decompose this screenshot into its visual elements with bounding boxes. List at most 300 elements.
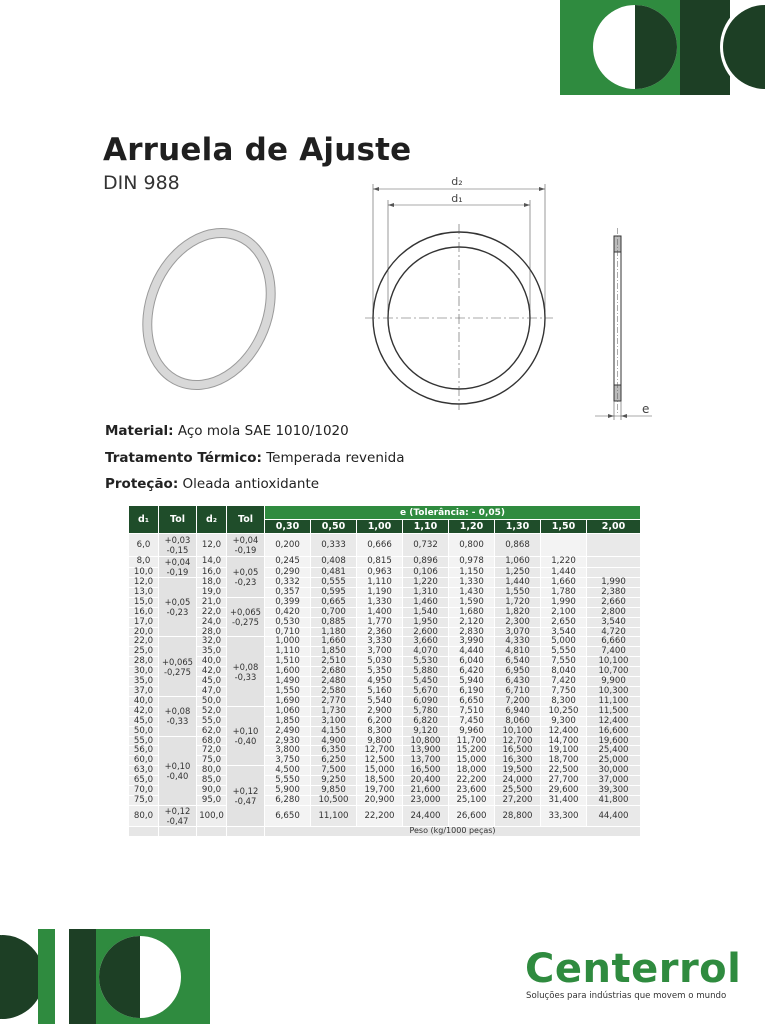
table-row bbox=[129, 627, 641, 637]
cell-weight: 44,400 bbox=[587, 805, 641, 826]
cell-weight: 7,420 bbox=[541, 677, 587, 687]
cell-weight: 3,660 bbox=[403, 637, 449, 647]
cell-d2: 62,0 bbox=[197, 726, 227, 736]
page-subtitle: DIN 988 bbox=[103, 172, 180, 194]
cell-weight: 6,200 bbox=[357, 716, 403, 726]
cell-d2: 45,0 bbox=[197, 677, 227, 687]
header-e-group: e (Tolerância: - 0,05) bbox=[265, 506, 641, 520]
cell-weight: 6,820 bbox=[403, 716, 449, 726]
cell-weight: 1,110 bbox=[357, 578, 403, 588]
cell-weight: 7,400 bbox=[587, 647, 641, 657]
header-e-col: 1,50 bbox=[541, 520, 587, 534]
cell-weight: 20,400 bbox=[403, 776, 449, 786]
cell-d2: 95,0 bbox=[197, 795, 227, 805]
cell-weight: 9,300 bbox=[541, 716, 587, 726]
cell-weight: 1,660 bbox=[311, 637, 357, 647]
cell-weight bbox=[587, 557, 641, 568]
cell-weight: 31,400 bbox=[541, 795, 587, 805]
cell-tol1: +0,12 -0,47 bbox=[159, 805, 197, 826]
cell-weight: 1,990 bbox=[587, 578, 641, 588]
table-row bbox=[129, 746, 641, 756]
cell-weight: 9,800 bbox=[357, 736, 403, 746]
cell-weight: 0,357 bbox=[265, 587, 311, 597]
cell-weight: 3,330 bbox=[357, 637, 403, 647]
cell-weight: 4,330 bbox=[495, 637, 541, 647]
cell-weight: 1,850 bbox=[311, 647, 357, 657]
cell-weight: 11,100 bbox=[587, 696, 641, 706]
cell-weight: 1,060 bbox=[495, 557, 541, 568]
header-e-col: 0,50 bbox=[311, 520, 357, 534]
cell-weight: 1,490 bbox=[265, 677, 311, 687]
cell-weight: 4,950 bbox=[357, 677, 403, 687]
cell-d2: 68,0 bbox=[197, 736, 227, 746]
cell-weight: 1,850 bbox=[265, 716, 311, 726]
cell-weight: 3,100 bbox=[311, 716, 357, 726]
cell-weight bbox=[587, 567, 641, 578]
cell-weight: 28,800 bbox=[495, 805, 541, 826]
cell-weight: 0,333 bbox=[311, 534, 357, 557]
table-row bbox=[129, 657, 641, 667]
cell-d2: 12,0 bbox=[197, 534, 227, 557]
cell-weight: 10,300 bbox=[587, 686, 641, 696]
cell-weight: 4,150 bbox=[311, 726, 357, 736]
cell-weight: 1,990 bbox=[541, 597, 587, 607]
cell-d2: 40,0 bbox=[197, 657, 227, 667]
cell-weight: 1,400 bbox=[357, 607, 403, 617]
spec-protection-label: Proteção: bbox=[105, 476, 179, 492]
cell-weight: 0,700 bbox=[311, 607, 357, 617]
cell-weight: 15,000 bbox=[449, 756, 495, 766]
cell-d1: 37,0 bbox=[129, 686, 159, 696]
cell-weight: 23,600 bbox=[449, 786, 495, 796]
cell-d2: 85,0 bbox=[197, 776, 227, 786]
cell-weight: 2,930 bbox=[265, 736, 311, 746]
table-row bbox=[129, 597, 641, 607]
cell-d2: 80,0 bbox=[197, 766, 227, 776]
cell-weight: 0,665 bbox=[311, 597, 357, 607]
table-row bbox=[129, 578, 641, 588]
cell-weight: 14,700 bbox=[541, 736, 587, 746]
spec-material bbox=[105, 423, 349, 439]
cell-weight: 4,900 bbox=[311, 736, 357, 746]
cell-weight: 0,800 bbox=[449, 534, 495, 557]
cell-weight bbox=[541, 534, 587, 557]
cell-tol2: +0,065 -0,275 bbox=[227, 597, 265, 637]
cell-weight: 0,978 bbox=[449, 557, 495, 568]
cell-weight: 0,408 bbox=[311, 557, 357, 568]
cell-d2: 18,0 bbox=[197, 578, 227, 588]
decor-shapes-bottom bbox=[0, 929, 210, 1024]
cell-weight: 9,850 bbox=[311, 786, 357, 796]
cell-weight: 30,000 bbox=[587, 766, 641, 776]
cell-weight: 5,160 bbox=[357, 686, 403, 696]
cell-d2: 28,0 bbox=[197, 627, 227, 637]
cell-weight: 10,100 bbox=[495, 726, 541, 736]
cell-weight: 2,300 bbox=[495, 617, 541, 627]
cell-d1: 20,0 bbox=[129, 627, 159, 637]
cell-d2: 35,0 bbox=[197, 647, 227, 657]
cell-weight: 2,900 bbox=[357, 706, 403, 716]
cell-weight: 1,250 bbox=[495, 567, 541, 578]
cell-weight: 8,300 bbox=[541, 696, 587, 706]
cell-weight: 25,500 bbox=[495, 786, 541, 796]
cell-tol1: +0,10 -0,40 bbox=[159, 736, 197, 805]
cell-d2: 90,0 bbox=[197, 786, 227, 796]
cell-weight: 13,900 bbox=[403, 746, 449, 756]
cell-d2: 47,0 bbox=[197, 686, 227, 696]
cell-weight: 2,490 bbox=[265, 726, 311, 736]
cell-d2: 50,0 bbox=[197, 696, 227, 706]
cell-weight: 4,440 bbox=[449, 647, 495, 657]
washer-sizes-table bbox=[128, 505, 641, 836]
cell-d1: 6,0 bbox=[129, 534, 159, 557]
cell-weight: 3,070 bbox=[495, 627, 541, 637]
cell-weight: 12,400 bbox=[541, 726, 587, 736]
cell-d1: 10,0 bbox=[129, 567, 159, 578]
cell-tol1: +0,03 -0,15 bbox=[159, 534, 197, 557]
table-row bbox=[129, 534, 641, 557]
cell-weight: 2,120 bbox=[449, 617, 495, 627]
cell-weight: 16,600 bbox=[587, 726, 641, 736]
cell-weight: 39,300 bbox=[587, 786, 641, 796]
washer-3d-illustration bbox=[135, 222, 285, 397]
cell-d1: 65,0 bbox=[129, 776, 159, 786]
table-row bbox=[129, 716, 641, 726]
spec-protection bbox=[105, 476, 319, 492]
cell-weight: 1,730 bbox=[311, 706, 357, 716]
cell-weight: 7,450 bbox=[449, 716, 495, 726]
cell-weight: 25,400 bbox=[587, 746, 641, 756]
cell-weight: 1,180 bbox=[311, 627, 357, 637]
cell-weight: 41,800 bbox=[587, 795, 641, 805]
cell-d2: 75,0 bbox=[197, 756, 227, 766]
cell-weight: 4,810 bbox=[495, 647, 541, 657]
cell-weight: 1,590 bbox=[449, 597, 495, 607]
cell-weight: 3,990 bbox=[449, 637, 495, 647]
table-row bbox=[129, 776, 641, 786]
cell-d2: 16,0 bbox=[197, 567, 227, 578]
table-row bbox=[129, 587, 641, 597]
cell-weight: 18,000 bbox=[449, 766, 495, 776]
cell-weight: 9,900 bbox=[587, 677, 641, 687]
footer-blank-cell bbox=[227, 826, 265, 835]
cell-d1: 70,0 bbox=[129, 786, 159, 796]
cell-d1: 17,0 bbox=[129, 617, 159, 627]
cell-weight: 0,555 bbox=[311, 578, 357, 588]
cell-weight: 29,600 bbox=[541, 786, 587, 796]
cell-tol2: +0,12 -0,47 bbox=[227, 766, 265, 827]
cell-weight: 6,350 bbox=[311, 746, 357, 756]
cell-d2: 14,0 bbox=[197, 557, 227, 568]
footer-blank-cell bbox=[129, 826, 159, 835]
cell-weight: 0,815 bbox=[357, 557, 403, 568]
cell-weight: 3,540 bbox=[541, 627, 587, 637]
cell-weight: 22,200 bbox=[357, 805, 403, 826]
cell-weight: 9,120 bbox=[403, 726, 449, 736]
cell-weight: 11,100 bbox=[311, 805, 357, 826]
header-d1: d₁ bbox=[129, 506, 159, 534]
cell-weight: 18,500 bbox=[357, 776, 403, 786]
cell-d1: 25,0 bbox=[129, 647, 159, 657]
cell-weight: 1,110 bbox=[265, 647, 311, 657]
cell-weight: 11,500 bbox=[587, 706, 641, 716]
cell-d1: 13,0 bbox=[129, 587, 159, 597]
spec-heat-treatment-label: Tratamento Térmico: bbox=[105, 450, 262, 466]
cell-weight: 8,060 bbox=[495, 716, 541, 726]
cell-weight: 1,720 bbox=[495, 597, 541, 607]
cell-weight: 5,550 bbox=[265, 776, 311, 786]
cell-weight: 1,330 bbox=[449, 578, 495, 588]
cell-weight: 1,190 bbox=[357, 587, 403, 597]
cell-weight: 0,530 bbox=[265, 617, 311, 627]
table-row bbox=[129, 786, 641, 796]
cell-weight: 2,100 bbox=[541, 607, 587, 617]
cell-weight: 2,680 bbox=[311, 667, 357, 677]
cell-weight: 15,200 bbox=[449, 746, 495, 756]
cell-weight: 5,550 bbox=[541, 647, 587, 657]
cell-weight: 20,900 bbox=[357, 795, 403, 805]
cell-weight: 0,710 bbox=[265, 627, 311, 637]
cell-weight: 8,300 bbox=[357, 726, 403, 736]
cell-weight: 6,660 bbox=[587, 637, 641, 647]
cell-weight: 6,280 bbox=[265, 795, 311, 805]
cell-weight: 0,481 bbox=[311, 567, 357, 578]
spec-heat-treatment-value: Temperada revenida bbox=[266, 450, 405, 466]
page-title: Arruela de Ajuste bbox=[103, 132, 412, 168]
spec-material-value: Aço mola SAE 1010/1020 bbox=[177, 423, 349, 439]
cell-weight: 0,332 bbox=[265, 578, 311, 588]
cell-weight: 1,680 bbox=[449, 607, 495, 617]
header-e-col: 1,10 bbox=[403, 520, 449, 534]
cell-weight: 5,030 bbox=[357, 657, 403, 667]
cell-weight: 2,510 bbox=[311, 657, 357, 667]
cell-weight: 6,090 bbox=[403, 696, 449, 706]
cell-weight: 6,250 bbox=[311, 756, 357, 766]
cell-weight: 11,700 bbox=[449, 736, 495, 746]
cell-weight: 0,399 bbox=[265, 597, 311, 607]
cell-weight: 2,800 bbox=[587, 607, 641, 617]
cell-weight: 1,330 bbox=[357, 597, 403, 607]
cell-weight: 2,600 bbox=[403, 627, 449, 637]
cell-weight: 1,550 bbox=[265, 686, 311, 696]
cell-weight: 1,510 bbox=[265, 657, 311, 667]
cell-weight: 1,950 bbox=[403, 617, 449, 627]
cell-weight: 24,400 bbox=[403, 805, 449, 826]
cell-weight: 6,710 bbox=[495, 686, 541, 696]
cell-weight: 1,060 bbox=[265, 706, 311, 716]
header-e-col: 0,30 bbox=[265, 520, 311, 534]
cell-weight: 25,000 bbox=[587, 756, 641, 766]
cell-d1: 42,0 bbox=[129, 706, 159, 716]
washer-front-view bbox=[335, 172, 585, 412]
cell-weight: 26,600 bbox=[449, 805, 495, 826]
cell-weight: 25,100 bbox=[449, 795, 495, 805]
cell-weight: 10,100 bbox=[587, 657, 641, 667]
table-row bbox=[129, 696, 641, 706]
cell-weight: 5,350 bbox=[357, 667, 403, 677]
cell-weight: 0,245 bbox=[265, 557, 311, 568]
cell-weight: 27,700 bbox=[541, 776, 587, 786]
cell-weight: 2,660 bbox=[587, 597, 641, 607]
cell-weight: 0,290 bbox=[265, 567, 311, 578]
cell-weight: 6,540 bbox=[495, 657, 541, 667]
table-row bbox=[129, 706, 641, 716]
cell-weight: 0,963 bbox=[357, 567, 403, 578]
cell-d2: 32,0 bbox=[197, 637, 227, 647]
cell-d1: 60,0 bbox=[129, 756, 159, 766]
cell-weight: 5,670 bbox=[403, 686, 449, 696]
cell-weight: 5,880 bbox=[403, 667, 449, 677]
table-row bbox=[129, 766, 641, 776]
cell-weight: 0,200 bbox=[265, 534, 311, 557]
table-row bbox=[129, 686, 641, 696]
cell-weight: 19,600 bbox=[587, 736, 641, 746]
cell-weight: 0,666 bbox=[357, 534, 403, 557]
cell-weight: 33,300 bbox=[541, 805, 587, 826]
cell-weight: 19,500 bbox=[495, 766, 541, 776]
cell-weight: 19,100 bbox=[541, 746, 587, 756]
table-row bbox=[129, 736, 641, 746]
cell-d1: 8,0 bbox=[129, 557, 159, 568]
cell-weight: 1,440 bbox=[541, 567, 587, 578]
cell-weight: 6,420 bbox=[449, 667, 495, 677]
washer-side-view bbox=[590, 228, 660, 428]
cell-weight bbox=[587, 534, 641, 557]
table-row bbox=[129, 795, 641, 805]
cell-tol1: +0,05 -0,23 bbox=[159, 578, 197, 637]
cell-d2: 24,0 bbox=[197, 617, 227, 627]
cell-d1: 28,0 bbox=[129, 657, 159, 667]
cell-d1: 80,0 bbox=[129, 805, 159, 826]
cell-weight: 0,595 bbox=[311, 587, 357, 597]
cell-d1: 75,0 bbox=[129, 795, 159, 805]
cell-d2: 55,0 bbox=[197, 716, 227, 726]
table-row bbox=[129, 726, 641, 736]
cell-weight: 15,000 bbox=[357, 766, 403, 776]
header-d2: d₂ bbox=[197, 506, 227, 534]
brand-logo: Centerrol bbox=[525, 946, 742, 992]
spec-material-label: Material: bbox=[105, 423, 174, 439]
cell-weight: 0,420 bbox=[265, 607, 311, 617]
cell-weight: 3,800 bbox=[265, 746, 311, 756]
cell-weight: 5,530 bbox=[403, 657, 449, 667]
cell-d1: 45,0 bbox=[129, 716, 159, 726]
cell-d2: 42,0 bbox=[197, 667, 227, 677]
table-body bbox=[129, 534, 641, 836]
cell-weight: 7,500 bbox=[311, 766, 357, 776]
cell-d1: 15,0 bbox=[129, 597, 159, 607]
cell-weight: 2,480 bbox=[311, 677, 357, 687]
decor-shapes-top bbox=[560, 0, 768, 95]
cell-weight: 16,500 bbox=[403, 766, 449, 776]
cell-d1: 55,0 bbox=[129, 736, 159, 746]
cell-d2: 100,0 bbox=[197, 805, 227, 826]
cell-d1: 12,0 bbox=[129, 578, 159, 588]
cell-weight: 6,650 bbox=[265, 805, 311, 826]
cell-weight: 5,450 bbox=[403, 677, 449, 687]
cell-weight: 1,820 bbox=[495, 607, 541, 617]
cell-weight: 16,500 bbox=[495, 746, 541, 756]
cell-weight: 1,780 bbox=[541, 587, 587, 597]
cell-weight: 21,600 bbox=[403, 786, 449, 796]
cell-weight: 6,430 bbox=[495, 677, 541, 687]
brand-tagline: Soluções para indústrias que movem o mundo bbox=[526, 991, 727, 1001]
table-row bbox=[129, 607, 641, 617]
cell-tol2: +0,05 -0,23 bbox=[227, 557, 265, 598]
cell-weight: 0,732 bbox=[403, 534, 449, 557]
cell-tol1: +0,08 -0,33 bbox=[159, 696, 197, 736]
cell-weight: 5,900 bbox=[265, 786, 311, 796]
header-tol1: Tol bbox=[159, 506, 197, 534]
cell-weight: 12,700 bbox=[357, 746, 403, 756]
header-tol2: Tol bbox=[227, 506, 265, 534]
cell-weight: 1,310 bbox=[403, 587, 449, 597]
footer-weight-label: Peso (kg/1000 peças) bbox=[265, 826, 641, 835]
footer-blank-cell bbox=[159, 826, 197, 835]
table-footer-row bbox=[129, 826, 641, 835]
cell-weight: 2,380 bbox=[587, 587, 641, 597]
cell-d1: 16,0 bbox=[129, 607, 159, 617]
cell-weight: 4,070 bbox=[403, 647, 449, 657]
cell-weight: 1,540 bbox=[403, 607, 449, 617]
cell-d2: 22,0 bbox=[197, 607, 227, 617]
cell-weight: 4,500 bbox=[265, 766, 311, 776]
cell-weight: 22,200 bbox=[449, 776, 495, 786]
cell-weight: 8,040 bbox=[541, 667, 587, 677]
cell-weight: 0,885 bbox=[311, 617, 357, 627]
cell-weight: 1,770 bbox=[357, 617, 403, 627]
cell-weight: 10,250 bbox=[541, 706, 587, 716]
cell-weight: 9,250 bbox=[311, 776, 357, 786]
cell-weight: 5,000 bbox=[541, 637, 587, 647]
cell-weight: 3,540 bbox=[587, 617, 641, 627]
table-row bbox=[129, 617, 641, 627]
cell-weight: 13,700 bbox=[403, 756, 449, 766]
cell-weight: 10,700 bbox=[587, 667, 641, 677]
cell-weight: 6,190 bbox=[449, 686, 495, 696]
cell-d1: 22,0 bbox=[129, 637, 159, 647]
cell-weight: 1,220 bbox=[541, 557, 587, 568]
table-row bbox=[129, 756, 641, 766]
cell-d1: 30,0 bbox=[129, 667, 159, 677]
table-row bbox=[129, 637, 641, 647]
cell-d1: 63,0 bbox=[129, 766, 159, 776]
spec-heat-treatment bbox=[105, 450, 404, 466]
cell-weight: 2,830 bbox=[449, 627, 495, 637]
cell-weight: 1,460 bbox=[403, 597, 449, 607]
footer-blank-cell bbox=[197, 826, 227, 835]
cell-weight: 22,500 bbox=[541, 766, 587, 776]
cell-weight: 5,540 bbox=[357, 696, 403, 706]
cell-weight: 9,960 bbox=[449, 726, 495, 736]
e-label: e bbox=[642, 402, 650, 416]
cell-weight: 12,500 bbox=[357, 756, 403, 766]
cell-weight: 10,500 bbox=[311, 795, 357, 805]
header-e-col: 1,20 bbox=[449, 520, 495, 534]
cell-weight: 7,750 bbox=[541, 686, 587, 696]
cell-tol2: +0,10 -0,40 bbox=[227, 706, 265, 765]
table-row bbox=[129, 647, 641, 657]
header-e-col: 1,30 bbox=[495, 520, 541, 534]
cell-weight: 2,650 bbox=[541, 617, 587, 627]
cell-d2: 72,0 bbox=[197, 746, 227, 756]
cell-weight: 3,700 bbox=[357, 647, 403, 657]
cell-d2: 19,0 bbox=[197, 587, 227, 597]
cell-weight: 1,600 bbox=[265, 667, 311, 677]
cell-weight: 0,868 bbox=[495, 534, 541, 557]
table-row bbox=[129, 677, 641, 687]
cell-weight: 19,700 bbox=[357, 786, 403, 796]
